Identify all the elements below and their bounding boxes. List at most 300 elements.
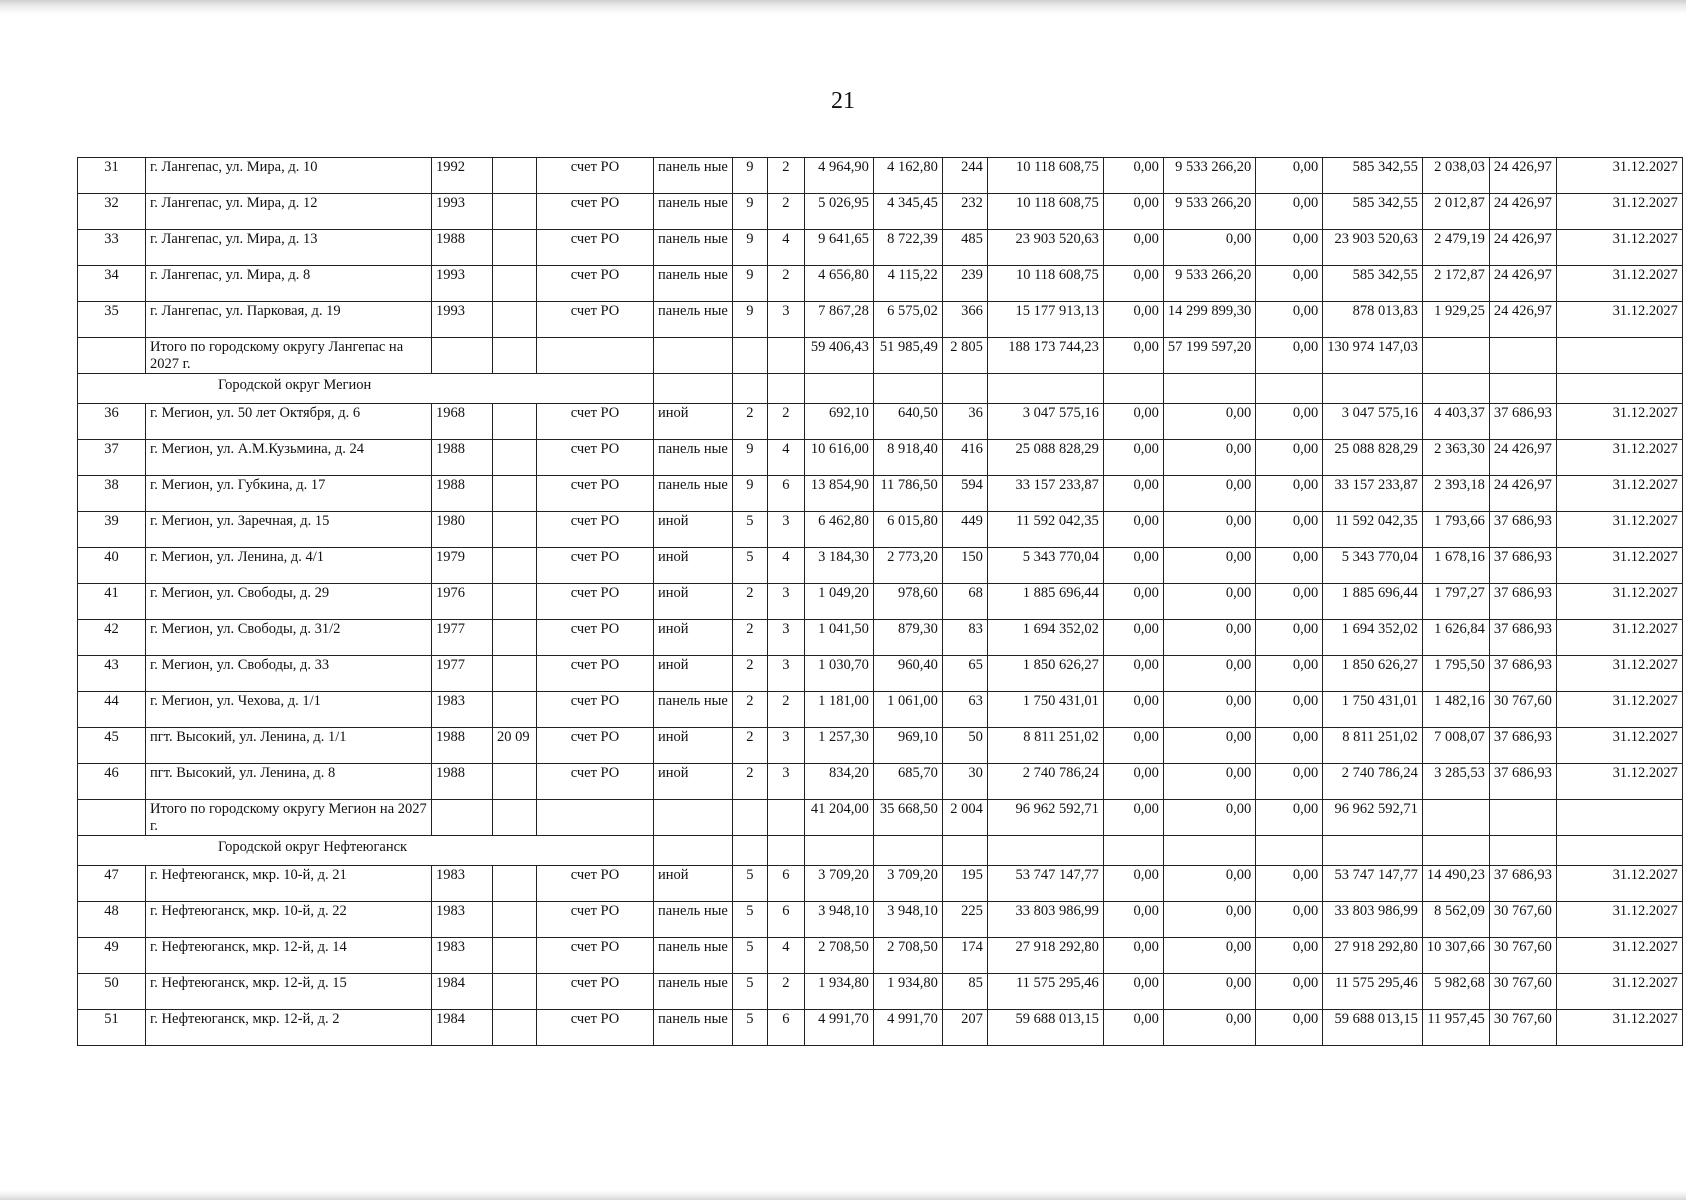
fund-federal: 0,00 <box>1103 728 1163 764</box>
fund-local: 0,00 <box>1256 230 1323 266</box>
entrances-count: 4 <box>767 230 804 266</box>
build-year: 1984 <box>432 974 493 1010</box>
empty-cell <box>432 338 493 374</box>
table-row <box>78 230 1683 266</box>
fund-federal: 0,00 <box>1103 302 1163 338</box>
entrances-count: 4 <box>767 440 804 476</box>
living-area: 879,30 <box>873 620 942 656</box>
living-area: 4 991,70 <box>873 1010 942 1046</box>
wall-material: панель ные <box>654 266 733 302</box>
total-area: 4 656,80 <box>804 266 873 302</box>
funding-method: счет РО <box>537 548 654 584</box>
fund-local: 0,00 <box>1256 728 1323 764</box>
fund-regional: 57 199 597,20 <box>1163 338 1255 374</box>
fund-regional: 9 533 266,20 <box>1163 194 1255 230</box>
residents-count: 85 <box>942 974 987 1010</box>
living-area: 8 722,39 <box>873 230 942 266</box>
empty-cell <box>987 374 1103 404</box>
empty-cell <box>654 800 733 836</box>
funding-method: счет РО <box>537 158 654 194</box>
reconstruction-year <box>493 866 537 902</box>
empty-cell <box>1163 374 1255 404</box>
fund-local: 0,00 <box>1256 938 1323 974</box>
funding-method: счет РО <box>537 512 654 548</box>
residents-count: 30 <box>942 764 987 800</box>
table-row <box>78 440 1683 476</box>
fund-owners: 11 575 295,46 <box>1323 974 1423 1010</box>
build-year: 1983 <box>432 938 493 974</box>
entrances-count: 6 <box>767 902 804 938</box>
floors-count: 2 <box>732 404 767 440</box>
completion-date: 31.12.2027 <box>1556 1010 1682 1046</box>
empty-cell <box>654 836 733 866</box>
funding-method: счет РО <box>537 728 654 764</box>
wall-material: иной <box>654 620 733 656</box>
reconstruction-year <box>493 230 537 266</box>
completion-date: 31.12.2027 <box>1556 866 1682 902</box>
address: г. Нефтеюганск, мкр. 10-й, д. 22 <box>146 902 432 938</box>
residents-count: 244 <box>942 158 987 194</box>
living-area: 685,70 <box>873 764 942 800</box>
address: г. Нефтеюганск, мкр. 12-й, д. 2 <box>146 1010 432 1046</box>
total-cost: 10 118 608,75 <box>987 266 1103 302</box>
row-number: 33 <box>78 230 146 266</box>
residents-count: 36 <box>942 404 987 440</box>
entrances-count: 4 <box>767 548 804 584</box>
build-year: 1988 <box>432 728 493 764</box>
residents-count: 207 <box>942 1010 987 1046</box>
fund-owners: 5 343 770,04 <box>1323 548 1423 584</box>
completion-date: 31.12.2027 <box>1556 266 1682 302</box>
completion-date: 31.12.2027 <box>1556 974 1682 1010</box>
fund-federal: 0,00 <box>1103 800 1163 836</box>
floors-count: 9 <box>732 476 767 512</box>
fund-regional: 0,00 <box>1163 800 1255 836</box>
fund-local: 0,00 <box>1256 692 1323 728</box>
entrances-count: 3 <box>767 512 804 548</box>
unit-cost: 2 012,87 <box>1422 194 1489 230</box>
fund-federal: 0,00 <box>1103 476 1163 512</box>
empty-cell <box>767 836 804 866</box>
total-cost: 96 962 592,71 <box>987 800 1103 836</box>
living-area: 6 575,02 <box>873 302 942 338</box>
fund-owners: 27 918 292,80 <box>1323 938 1423 974</box>
total-area: 41 204,00 <box>804 800 873 836</box>
section-title: Городской округ Нефтеюганск <box>78 836 654 866</box>
total-cost: 1 694 352,02 <box>987 620 1103 656</box>
total-label: Итого по городскому округу Мегион на 2027 г. <box>146 800 432 836</box>
fund-regional: 0,00 <box>1163 1010 1255 1046</box>
living-area: 2 773,20 <box>873 548 942 584</box>
total-area: 5 026,95 <box>804 194 873 230</box>
fund-federal: 0,00 <box>1103 158 1163 194</box>
entrances-count: 6 <box>767 476 804 512</box>
build-year: 1992 <box>432 158 493 194</box>
build-year: 1977 <box>432 656 493 692</box>
floors-count: 5 <box>732 1010 767 1046</box>
residents-count: 225 <box>942 902 987 938</box>
wall-material: иной <box>654 512 733 548</box>
fund-local: 0,00 <box>1256 512 1323 548</box>
empty-cell <box>537 338 654 374</box>
total-area: 9 641,65 <box>804 230 873 266</box>
entrances-count: 2 <box>767 266 804 302</box>
wall-material: панель ные <box>654 1010 733 1046</box>
table-row <box>78 620 1683 656</box>
cost-limit: 30 767,60 <box>1489 974 1556 1010</box>
entrances-count: 3 <box>767 302 804 338</box>
living-area: 35 668,50 <box>873 800 942 836</box>
reconstruction-year <box>493 404 537 440</box>
address: г. Нефтеюганск, мкр. 10-й, д. 21 <box>146 866 432 902</box>
reconstruction-year <box>493 512 537 548</box>
address: г. Мегион, ул. Губкина, д. 17 <box>146 476 432 512</box>
empty-cell <box>767 374 804 404</box>
fund-owners: 878 013,83 <box>1323 302 1423 338</box>
total-cost: 11 592 042,35 <box>987 512 1103 548</box>
floors-count: 9 <box>732 230 767 266</box>
build-year: 1993 <box>432 302 493 338</box>
fund-owners: 1 750 431,01 <box>1323 692 1423 728</box>
cost-limit: 24 426,97 <box>1489 440 1556 476</box>
living-area: 6 015,80 <box>873 512 942 548</box>
reconstruction-year <box>493 1010 537 1046</box>
total-cost: 33 157 233,87 <box>987 476 1103 512</box>
fund-regional: 9 533 266,20 <box>1163 266 1255 302</box>
fund-owners: 585 342,55 <box>1323 194 1423 230</box>
row-number: 39 <box>78 512 146 548</box>
total-area: 4 964,90 <box>804 158 873 194</box>
empty-cell <box>732 800 767 836</box>
empty-cell <box>1422 800 1489 836</box>
floors-count: 9 <box>732 302 767 338</box>
fund-federal: 0,00 <box>1103 656 1163 692</box>
unit-cost: 4 403,37 <box>1422 404 1489 440</box>
funding-method: счет РО <box>537 1010 654 1046</box>
residents-count: 150 <box>942 548 987 584</box>
floors-count: 5 <box>732 866 767 902</box>
total-label: Итого по городскому округу Лангепас на 2027 г. <box>146 338 432 374</box>
fund-owners: 33 803 986,99 <box>1323 902 1423 938</box>
funding-method: счет РО <box>537 764 654 800</box>
unit-cost: 1 929,25 <box>1422 302 1489 338</box>
fund-federal: 0,00 <box>1103 620 1163 656</box>
reconstruction-year <box>493 302 537 338</box>
total-cost: 33 803 986,99 <box>987 902 1103 938</box>
completion-date: 31.12.2027 <box>1556 938 1682 974</box>
total-area: 7 867,28 <box>804 302 873 338</box>
address: г. Лангепас, ул. Парковая, д. 19 <box>146 302 432 338</box>
empty-cell <box>942 836 987 866</box>
table-row <box>78 656 1683 692</box>
fund-regional: 0,00 <box>1163 512 1255 548</box>
fund-regional: 0,00 <box>1163 866 1255 902</box>
empty-cell <box>767 800 804 836</box>
total-area: 1 030,70 <box>804 656 873 692</box>
cost-limit: 30 767,60 <box>1489 902 1556 938</box>
fund-regional: 0,00 <box>1163 620 1255 656</box>
floors-count: 2 <box>732 728 767 764</box>
address: г. Мегион, ул. Свободы, д. 29 <box>146 584 432 620</box>
funding-method: счет РО <box>537 866 654 902</box>
reconstruction-year <box>493 194 537 230</box>
empty-cell <box>1556 374 1682 404</box>
cost-limit: 24 426,97 <box>1489 194 1556 230</box>
address: г. Мегион, ул. А.М.Кузьмина, д. 24 <box>146 440 432 476</box>
empty-cell <box>942 374 987 404</box>
cost-limit: 37 686,93 <box>1489 404 1556 440</box>
funding-method: счет РО <box>537 194 654 230</box>
total-area: 1 049,20 <box>804 584 873 620</box>
completion-date: 31.12.2027 <box>1556 404 1682 440</box>
fund-owners: 53 747 147,77 <box>1323 866 1423 902</box>
floors-count: 5 <box>732 902 767 938</box>
empty-cell <box>1256 836 1323 866</box>
fund-local: 0,00 <box>1256 902 1323 938</box>
completion-date: 31.12.2027 <box>1556 692 1682 728</box>
fund-federal: 0,00 <box>1103 440 1163 476</box>
fund-regional: 0,00 <box>1163 656 1255 692</box>
row-number: 45 <box>78 728 146 764</box>
funding-method: счет РО <box>537 620 654 656</box>
entrances-count: 2 <box>767 404 804 440</box>
total-cost: 11 575 295,46 <box>987 974 1103 1010</box>
row-number: 44 <box>78 692 146 728</box>
address: г. Лангепас, ул. Мира, д. 10 <box>146 158 432 194</box>
build-year: 1968 <box>432 404 493 440</box>
funding-method: счет РО <box>537 230 654 266</box>
living-area: 3 948,10 <box>873 902 942 938</box>
fund-owners: 1 694 352,02 <box>1323 620 1423 656</box>
build-year: 1984 <box>432 1010 493 1046</box>
total-cost: 59 688 013,15 <box>987 1010 1103 1046</box>
cost-limit: 24 426,97 <box>1489 230 1556 266</box>
wall-material: иной <box>654 404 733 440</box>
unit-cost: 1 482,16 <box>1422 692 1489 728</box>
floors-count: 5 <box>732 974 767 1010</box>
completion-date: 31.12.2027 <box>1556 902 1682 938</box>
table-row <box>78 728 1683 764</box>
fund-owners: 585 342,55 <box>1323 266 1423 302</box>
fund-regional: 0,00 <box>1163 584 1255 620</box>
table-row <box>78 692 1683 728</box>
row-number: 32 <box>78 194 146 230</box>
funding-method: счет РО <box>537 692 654 728</box>
floors-count: 2 <box>732 620 767 656</box>
completion-date: 31.12.2027 <box>1556 302 1682 338</box>
build-year: 1983 <box>432 692 493 728</box>
entrances-count: 3 <box>767 764 804 800</box>
page-number: 21 <box>831 88 855 114</box>
floors-count: 5 <box>732 938 767 974</box>
fund-local: 0,00 <box>1256 440 1323 476</box>
completion-date: 31.12.2027 <box>1556 584 1682 620</box>
reconstruction-year <box>493 764 537 800</box>
living-area: 8 918,40 <box>873 440 942 476</box>
fund-owners: 585 342,55 <box>1323 158 1423 194</box>
empty-cell <box>987 836 1103 866</box>
total-cost: 2 740 786,24 <box>987 764 1103 800</box>
living-area: 969,10 <box>873 728 942 764</box>
cost-limit: 30 767,60 <box>1489 692 1556 728</box>
row-number: 43 <box>78 656 146 692</box>
residents-count: 2 004 <box>942 800 987 836</box>
funding-method: счет РО <box>537 974 654 1010</box>
empty-cell <box>732 338 767 374</box>
row-number: 51 <box>78 1010 146 1046</box>
table-row <box>78 584 1683 620</box>
fund-local: 0,00 <box>1256 620 1323 656</box>
empty-cell <box>654 338 733 374</box>
residents-count: 63 <box>942 692 987 728</box>
empty-cell <box>873 374 942 404</box>
fund-regional: 0,00 <box>1163 476 1255 512</box>
entrances-count: 4 <box>767 938 804 974</box>
total-area: 1 257,30 <box>804 728 873 764</box>
row-number: 36 <box>78 404 146 440</box>
reconstruction-year <box>493 266 537 302</box>
unit-cost: 5 982,68 <box>1422 974 1489 1010</box>
residents-count: 174 <box>942 938 987 974</box>
wall-material: панель ные <box>654 230 733 266</box>
empty-cell <box>1489 374 1556 404</box>
living-area: 11 786,50 <box>873 476 942 512</box>
total-area: 834,20 <box>804 764 873 800</box>
floors-count: 2 <box>732 764 767 800</box>
address: г. Нефтеюганск, мкр. 12-й, д. 15 <box>146 974 432 1010</box>
completion-date: 31.12.2027 <box>1556 512 1682 548</box>
total-area: 4 991,70 <box>804 1010 873 1046</box>
fund-regional: 0,00 <box>1163 728 1255 764</box>
entrances-count: 3 <box>767 728 804 764</box>
fund-federal: 0,00 <box>1103 584 1163 620</box>
build-year: 1980 <box>432 512 493 548</box>
fund-regional: 14 299 899,30 <box>1163 302 1255 338</box>
fund-local: 0,00 <box>1256 158 1323 194</box>
total-area: 3 184,30 <box>804 548 873 584</box>
total-area: 1 934,80 <box>804 974 873 1010</box>
fund-regional: 0,00 <box>1163 548 1255 584</box>
fund-regional: 0,00 <box>1163 230 1255 266</box>
total-cost: 53 747 147,77 <box>987 866 1103 902</box>
cost-limit: 30 767,60 <box>1489 938 1556 974</box>
build-year: 1983 <box>432 866 493 902</box>
entrances-count: 6 <box>767 866 804 902</box>
wall-material: панель ные <box>654 158 733 194</box>
completion-date: 31.12.2027 <box>1556 728 1682 764</box>
completion-date: 31.12.2027 <box>1556 656 1682 692</box>
fund-federal: 0,00 <box>1103 902 1163 938</box>
fund-owners: 130 974 147,03 <box>1323 338 1423 374</box>
empty-cell <box>78 800 146 836</box>
fund-local: 0,00 <box>1256 1010 1323 1046</box>
fund-local: 0,00 <box>1256 866 1323 902</box>
cost-limit: 37 686,93 <box>1489 548 1556 584</box>
row-number: 38 <box>78 476 146 512</box>
living-area: 4 115,22 <box>873 266 942 302</box>
entrances-count: 2 <box>767 158 804 194</box>
empty-cell <box>1556 338 1682 374</box>
completion-date: 31.12.2027 <box>1556 476 1682 512</box>
build-year: 1979 <box>432 548 493 584</box>
empty-cell <box>537 800 654 836</box>
living-area: 3 709,20 <box>873 866 942 902</box>
reconstruction-year <box>493 938 537 974</box>
total-area: 10 616,00 <box>804 440 873 476</box>
fund-local: 0,00 <box>1256 476 1323 512</box>
unit-cost: 2 363,30 <box>1422 440 1489 476</box>
row-number: 50 <box>78 974 146 1010</box>
total-area: 6 462,80 <box>804 512 873 548</box>
fund-owners: 59 688 013,15 <box>1323 1010 1423 1046</box>
fund-regional: 0,00 <box>1163 440 1255 476</box>
funding-method: счет РО <box>537 404 654 440</box>
funding-method: счет РО <box>537 902 654 938</box>
fund-owners: 1 850 626,27 <box>1323 656 1423 692</box>
row-number: 48 <box>78 902 146 938</box>
total-area: 2 708,50 <box>804 938 873 974</box>
fund-regional: 0,00 <box>1163 938 1255 974</box>
fund-owners: 8 811 251,02 <box>1323 728 1423 764</box>
total-cost: 5 343 770,04 <box>987 548 1103 584</box>
fund-owners: 2 740 786,24 <box>1323 764 1423 800</box>
total-cost: 1 850 626,27 <box>987 656 1103 692</box>
fund-federal: 0,00 <box>1103 764 1163 800</box>
table-row <box>78 764 1683 800</box>
fund-local: 0,00 <box>1256 764 1323 800</box>
wall-material: панель ные <box>654 938 733 974</box>
total-cost: 15 177 913,13 <box>987 302 1103 338</box>
section-header-row <box>78 836 1683 866</box>
funding-method: счет РО <box>537 440 654 476</box>
wall-material: иной <box>654 584 733 620</box>
living-area: 1 934,80 <box>873 974 942 1010</box>
fund-owners: 33 157 233,87 <box>1323 476 1423 512</box>
unit-cost: 8 562,09 <box>1422 902 1489 938</box>
fund-federal: 0,00 <box>1103 194 1163 230</box>
row-number: 47 <box>78 866 146 902</box>
cost-limit: 37 686,93 <box>1489 620 1556 656</box>
address: г. Лангепас, ул. Мира, д. 8 <box>146 266 432 302</box>
fund-local: 0,00 <box>1256 548 1323 584</box>
empty-cell <box>1422 374 1489 404</box>
registry-table <box>77 157 1683 1046</box>
living-area: 640,50 <box>873 404 942 440</box>
fund-local: 0,00 <box>1256 266 1323 302</box>
total-cost: 10 118 608,75 <box>987 194 1103 230</box>
empty-cell <box>1422 836 1489 866</box>
entrances-count: 6 <box>767 1010 804 1046</box>
fund-regional: 0,00 <box>1163 692 1255 728</box>
residents-count: 83 <box>942 620 987 656</box>
empty-cell <box>732 836 767 866</box>
empty-cell <box>804 374 873 404</box>
cost-limit: 24 426,97 <box>1489 476 1556 512</box>
table-row <box>78 974 1683 1010</box>
fund-regional: 0,00 <box>1163 974 1255 1010</box>
empty-cell <box>1103 374 1163 404</box>
living-area: 960,40 <box>873 656 942 692</box>
address: г. Нефтеюганск, мкр. 12-й, д. 14 <box>146 938 432 974</box>
wall-material: панель ные <box>654 974 733 1010</box>
completion-date: 31.12.2027 <box>1556 764 1682 800</box>
floors-count: 9 <box>732 194 767 230</box>
wall-material: панель ные <box>654 194 733 230</box>
floors-count: 2 <box>732 656 767 692</box>
cost-limit: 37 686,93 <box>1489 656 1556 692</box>
cost-limit: 24 426,97 <box>1489 266 1556 302</box>
cost-limit: 37 686,93 <box>1489 728 1556 764</box>
